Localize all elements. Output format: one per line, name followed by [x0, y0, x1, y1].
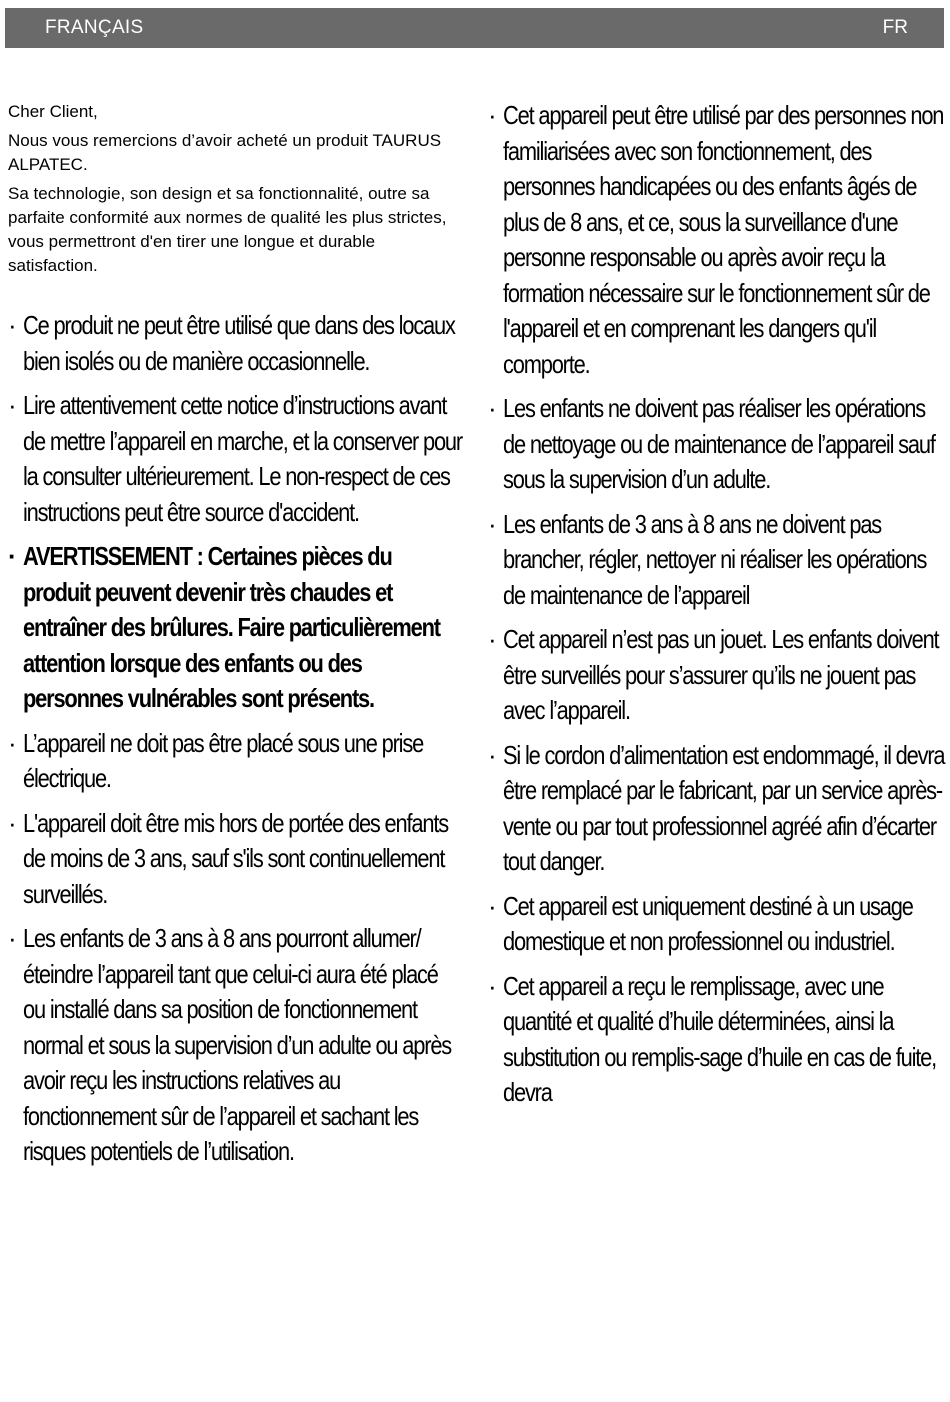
bullet-item: [8, 726, 463, 797]
bullet-dot: ·: [488, 393, 496, 423]
bullet-item: [488, 391, 945, 498]
bullet-item: [8, 806, 463, 913]
thanks-paragraph: Nous vous remercions d’avoir acheté un produit TAURUS ALPATEC.: [8, 131, 442, 174]
bullet-dot: ·: [8, 727, 16, 758]
bullet-dot: ·: [488, 739, 496, 770]
bullet-text: Les enfants de 3 ans à 8 ans ne doivent pas brancher, régler, nettoyer ni réaliser les opérations de maintenance de l’appareil: [503, 508, 927, 610]
bullet-text: L’appareil ne doit pas être placé sous une prise électrique.: [23, 727, 424, 793]
bullet-text: Cet appareil peut être utilisé par des personnes non familiarisées avec son fonctionnement, des personnes handicapées ou des enfants âgés de plus de 8 ans, et ce, sous la surveillance d'une personne responsable ou après avoir reçu la formation nécessaire sur le fonctionnement sûr de l'appareil et en comprenant les dangers qu'il comporte.: [503, 100, 944, 379]
bullet-text: Cet appareil est uniquement destiné à un usage domestique et non professionnel ou industriel.: [503, 890, 913, 956]
right-column: [488, 98, 945, 1120]
bullet-dot: ·: [8, 923, 16, 953]
bullet-text: Lire attentivement cette notice d’instructions avant de mettre l’appareil en marche, et la conserver pour la consulter ultérieurement. Le non-respect de ces instructions peut être source d'accident.: [23, 390, 463, 527]
greeting: Cher Client,: [8, 102, 98, 121]
language-name: FRANÇAIS: [45, 17, 144, 38]
bullet-dot: ·: [8, 310, 16, 340]
language-code: FR: [882, 17, 908, 38]
bullet-item: [488, 98, 945, 382]
bullet-text: Les enfants ne doivent pas réaliser les opérations de nettoyage ou de maintenance de l’appareil sauf sous la supervision d’un adulte.: [503, 393, 935, 494]
bullet-text: Les enfants de 3 ans à 8 ans pourront allumer/éteindre l’appareil tant que celui-ci aura été placé ou installé dans sa position de fonctionnement normal et sous la supervision d’un adulte ou après avoir reçu les instructions relatives au fonctionnement sûr de l’appareil et sachant les risques potentiels de l’utilisation.: [23, 923, 452, 1166]
bullet-text: Cet appareil a reçu le remplissage, avec une quantité et qualité d’huile déterminées, ainsi la substitution ou remplis-sage d’huile en cas de fuite, devra: [503, 970, 937, 1107]
language-header-bar: [5, 8, 944, 48]
left-bullet-list: [8, 308, 463, 1170]
bullet-dot: ·: [488, 890, 496, 921]
bullet-item: [488, 507, 945, 614]
bullet-item: [488, 622, 945, 729]
bullet-text: Ce produit ne peut être utilisé que dans des locaux bien isolés ou de manière occasionnelle.: [23, 310, 455, 376]
intro-text: [8, 100, 463, 278]
warning-text: AVERTISSEMENT : Certaines pièces du produit peuvent devenir très chaudes et entraîner des brûlures. Faire particulièrement attention lorsque des enfants ou des personnes vulnérables sont présents.: [23, 541, 440, 713]
bullet-dot: ·: [488, 100, 496, 130]
bullet-item: [8, 308, 463, 379]
bullet-item: [488, 738, 945, 880]
bullet-dot: ·: [8, 390, 16, 420]
bullet-dot: ·: [8, 807, 16, 838]
bullet-item: [488, 889, 945, 960]
bullet-dot: ·: [488, 508, 496, 539]
bullet-text: Cet appareil n’est pas un jouet. Les enfants doivent être surveillés pour s’assurer qu’ils ne jouent pas avec l’appareil.: [503, 624, 939, 725]
bullet-item: [8, 388, 463, 530]
right-bullet-list: [488, 98, 945, 1111]
bullet-dot: ·: [488, 970, 496, 1001]
bullet-item: [8, 921, 463, 1170]
bullet-text: Si le cordon d’alimentation est endommagé, il devra être remplacé par le fabricant, par un service après-vente ou par tout professionnel agréé afin d’écarter tout danger.: [503, 739, 945, 876]
warning-bullet-item: [8, 539, 463, 717]
bullet-text: L'appareil doit être mis hors de portée des enfants de moins de 3 ans, sauf s'ils sont continuellement surveillés.: [23, 807, 448, 909]
left-column: [8, 100, 463, 1179]
intro-paragraph: Sa technologie, son design et sa fonctionnalité, outre sa parfaite conformité aux normes de qualité les plus strictes, vous permettront d'en tirer une longue et durable satisfaction.: [8, 184, 447, 275]
bullet-item: [488, 969, 945, 1111]
bullet-dot: ·: [488, 624, 496, 654]
bullet-dot: ·: [8, 541, 16, 571]
